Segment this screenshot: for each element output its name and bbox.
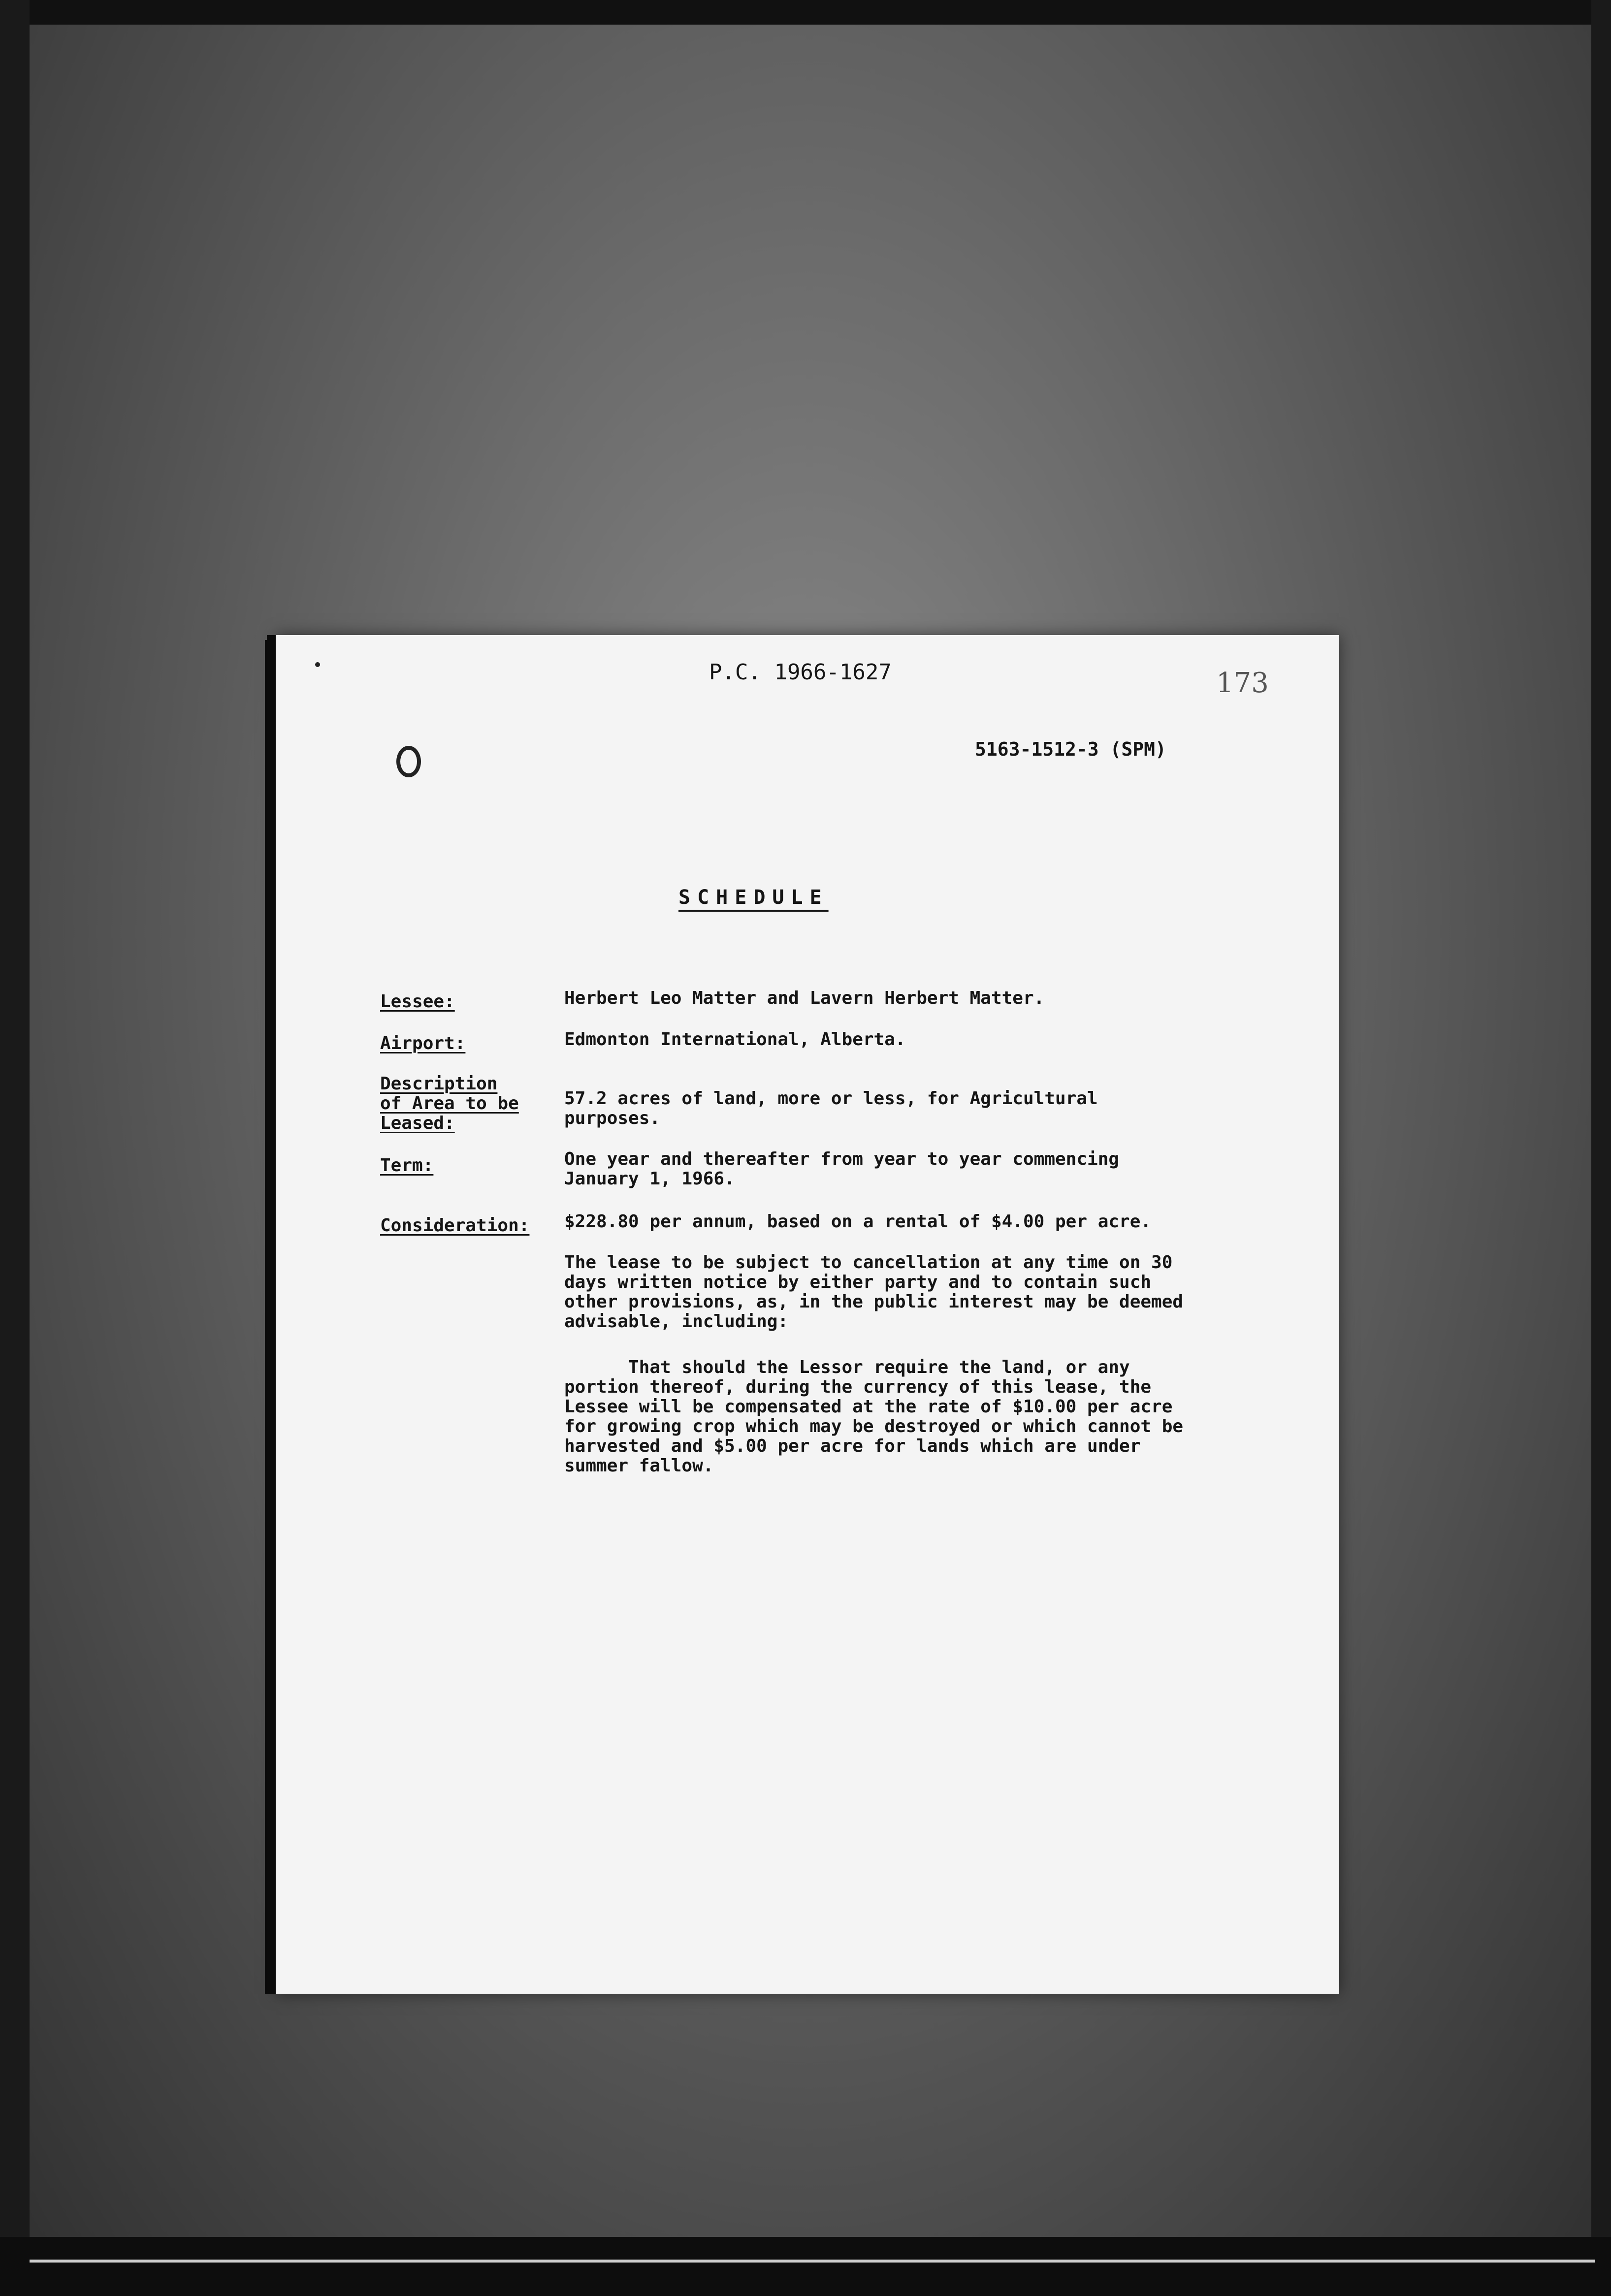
film-border-right bbox=[1591, 0, 1611, 2296]
film-border-left bbox=[0, 0, 30, 2296]
file-reference: 5163-1512-3 (SPM) bbox=[975, 738, 1166, 760]
description-label-line-2: of Area to be bbox=[380, 1093, 519, 1114]
order-number: P.C. 1966-1627 bbox=[709, 660, 892, 685]
film-border-top bbox=[0, 0, 1611, 25]
description-value: 57.2 acres of land, more or less, for Agricultural purposes. bbox=[564, 1088, 1098, 1128]
film-edge-line bbox=[30, 2260, 1595, 2263]
paper-mark-dot bbox=[315, 662, 320, 667]
consideration-value: $228.80 per annum, based on a rental of $4.00 per acre. bbox=[564, 1212, 1152, 1232]
paper-shadow-edge bbox=[265, 640, 276, 1994]
lessee-value: Herbert Leo Matter and Lavern Herbert Matter. bbox=[564, 988, 1045, 1008]
description-label-line-3: Leased: bbox=[380, 1113, 455, 1133]
compensation-paragraph: That should the Lessor require the land, or any portion thereof, during the currency of this lease, the Lessee will be compensated at the rate of $10.00 per acre for growing crop which may be destroyed or which cannot be harvested and $5.00 per acre for lands which are under summer fallow. bbox=[564, 1357, 1184, 1476]
page-number: 173 bbox=[1216, 667, 1269, 699]
airport-value: Edmonton International, Alberta. bbox=[564, 1029, 906, 1050]
term-label: Term: bbox=[380, 1155, 434, 1176]
punch-hole-icon bbox=[396, 746, 421, 777]
term-value: One year and thereafter from year to year commencing January 1, 1966. bbox=[564, 1149, 1120, 1189]
airport-label: Airport: bbox=[380, 1033, 466, 1053]
film-border-bottom bbox=[0, 2237, 1611, 2296]
description-label-line-1: Description bbox=[380, 1074, 498, 1094]
document-title: SCHEDULE bbox=[678, 886, 829, 909]
cancellation-paragraph: The lease to be subject to cancellation at any time on 30 days written notice by either party and to contain such other provisions, as, in the public interest may be deemed advisable, including: bbox=[564, 1252, 1184, 1332]
consideration-label: Consideration: bbox=[380, 1215, 530, 1236]
lessee-label: Lessee: bbox=[380, 991, 455, 1012]
